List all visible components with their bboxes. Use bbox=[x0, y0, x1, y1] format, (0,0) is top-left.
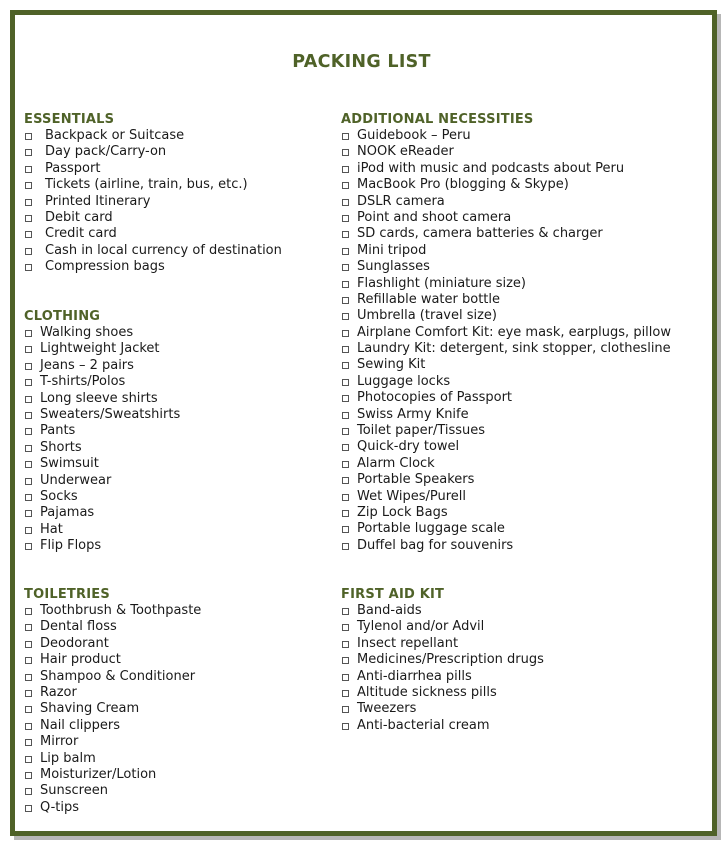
list-item bbox=[341, 194, 534, 210]
checkbox-icon[interactable] bbox=[25, 445, 32, 452]
item-label: Alarm Clock bbox=[357, 455, 435, 471]
list-item bbox=[24, 259, 165, 275]
list-item bbox=[24, 636, 110, 652]
item-label: Cash in local currency of destination bbox=[45, 242, 282, 258]
list-item bbox=[341, 603, 444, 619]
section-heading: ESSENTIALS bbox=[24, 112, 115, 127]
checkbox-icon[interactable] bbox=[25, 363, 32, 370]
item-label: Guidebook – Peru bbox=[357, 128, 471, 143]
list-item bbox=[24, 325, 134, 341]
list-item bbox=[24, 489, 100, 505]
checkbox-icon[interactable] bbox=[25, 657, 32, 664]
list-item bbox=[341, 160, 625, 177]
item-label: Luggage locks bbox=[357, 373, 451, 389]
item-label: Tweezers bbox=[357, 701, 417, 717]
item-label: Medicines/Prescription drugs bbox=[357, 652, 544, 668]
checkbox-icon[interactable] bbox=[25, 608, 32, 615]
item-label: Walking shoes bbox=[40, 325, 134, 340]
item-label: Lightweight Jacket bbox=[40, 341, 160, 357]
section-heading: CLOTHING bbox=[24, 309, 101, 324]
list-item bbox=[24, 456, 100, 472]
item-label: NOOK eReader bbox=[357, 144, 454, 160]
list-item bbox=[341, 489, 534, 505]
list-item bbox=[341, 128, 534, 144]
checkbox-icon[interactable] bbox=[342, 690, 349, 697]
list-item bbox=[24, 210, 114, 226]
list-item bbox=[341, 210, 534, 226]
item-label: Hat bbox=[40, 521, 63, 537]
list-item bbox=[24, 800, 110, 816]
section-essentials bbox=[24, 112, 282, 276]
checkbox-icon[interactable] bbox=[25, 723, 32, 730]
list-item bbox=[24, 505, 100, 521]
list-item bbox=[341, 308, 534, 324]
list-item bbox=[341, 276, 534, 292]
checkbox-icon[interactable] bbox=[342, 362, 349, 369]
checkbox-icon[interactable] bbox=[342, 166, 349, 173]
list-item bbox=[24, 341, 160, 357]
checkbox-icon[interactable] bbox=[25, 428, 32, 435]
checkbox-icon[interactable] bbox=[342, 412, 349, 419]
list-item bbox=[341, 243, 534, 259]
item-list bbox=[24, 128, 282, 276]
item-label: T-shirts/Polos bbox=[40, 374, 126, 390]
item-label: Credit card bbox=[45, 226, 117, 242]
checkbox-icon[interactable] bbox=[342, 379, 349, 386]
list-item bbox=[24, 374, 126, 390]
item-label: Debit card bbox=[45, 209, 113, 225]
checkbox-icon[interactable] bbox=[25, 756, 32, 763]
item-label: Anti-diarrhea pills bbox=[357, 668, 472, 684]
checkbox-icon[interactable] bbox=[342, 149, 349, 156]
list-item bbox=[24, 472, 112, 489]
list-item bbox=[341, 144, 534, 160]
item-label: Hair product bbox=[40, 652, 121, 668]
list-item bbox=[341, 390, 534, 406]
list-item bbox=[24, 685, 110, 701]
item-label: Lip balm bbox=[40, 750, 96, 766]
list-item bbox=[24, 538, 100, 554]
checkbox-icon[interactable] bbox=[342, 231, 349, 238]
item-label: Sewing Kit bbox=[357, 357, 426, 373]
list-item bbox=[341, 292, 534, 308]
item-label: Deodorant bbox=[40, 635, 109, 651]
item-label: Mini tripod bbox=[357, 242, 427, 258]
checkbox-icon[interactable] bbox=[25, 412, 32, 419]
list-item bbox=[24, 357, 134, 374]
item-list bbox=[24, 603, 202, 816]
list-item bbox=[341, 668, 472, 685]
list-item bbox=[24, 161, 114, 177]
checkbox-icon[interactable] bbox=[25, 674, 32, 681]
list-item bbox=[341, 439, 534, 455]
list-item bbox=[341, 652, 544, 668]
list-item bbox=[341, 538, 534, 554]
list-item bbox=[24, 717, 121, 734]
item-label: Shaving Cream bbox=[40, 701, 140, 717]
section-clothing bbox=[24, 309, 181, 554]
checkbox-icon[interactable] bbox=[25, 706, 32, 713]
checkbox-icon[interactable] bbox=[342, 641, 349, 648]
list-item bbox=[341, 701, 444, 717]
checkbox-icon[interactable] bbox=[342, 199, 349, 206]
item-label: Backpack or Suitcase bbox=[45, 128, 185, 143]
checkbox-icon[interactable] bbox=[25, 231, 32, 238]
item-label: Insect repellant bbox=[357, 635, 459, 651]
list-item bbox=[24, 783, 110, 799]
section-heading: ADDITIONAL NECESSITIES bbox=[341, 112, 534, 127]
list-item bbox=[341, 226, 603, 242]
item-label: DSLR camera bbox=[357, 193, 445, 209]
checkbox-icon[interactable] bbox=[342, 248, 349, 255]
item-list bbox=[24, 325, 181, 554]
item-label: MacBook Pro (blogging & Skype) bbox=[357, 177, 569, 193]
checkbox-icon[interactable] bbox=[342, 330, 349, 337]
section-toiletries bbox=[24, 587, 202, 816]
list-item bbox=[341, 357, 534, 373]
item-label: Flashlight (miniature size) bbox=[357, 275, 526, 291]
list-item bbox=[24, 701, 140, 717]
item-list bbox=[341, 128, 671, 554]
item-label: Toothbrush & Toothpaste bbox=[40, 603, 202, 618]
item-label: Tylenol and/or Advil bbox=[357, 619, 485, 635]
item-label: Mirror bbox=[40, 734, 79, 750]
list-item bbox=[341, 407, 534, 423]
list-item bbox=[24, 193, 151, 210]
item-label: Shampoo & Conditioner bbox=[40, 668, 196, 684]
list-item bbox=[24, 734, 110, 750]
checkbox-icon[interactable] bbox=[25, 264, 32, 271]
list-item bbox=[24, 406, 181, 423]
item-label: Sunglasses bbox=[357, 259, 430, 275]
checkbox-icon[interactable] bbox=[342, 182, 349, 189]
item-label: Sweaters/Sweatshirts bbox=[40, 406, 181, 422]
checkbox-icon[interactable] bbox=[342, 608, 349, 615]
checkbox-icon[interactable] bbox=[25, 461, 32, 468]
checkbox-icon[interactable] bbox=[25, 527, 32, 534]
item-label: Quick-dry towel bbox=[357, 439, 460, 455]
item-label: Day pack/Carry-on bbox=[45, 144, 167, 160]
list-item bbox=[24, 652, 121, 668]
checkbox-icon[interactable] bbox=[342, 428, 349, 435]
item-label: Compression bags bbox=[45, 259, 165, 275]
checkbox-icon[interactable] bbox=[25, 199, 32, 206]
item-label: Umbrella (travel size) bbox=[357, 308, 498, 324]
checkbox-icon[interactable] bbox=[25, 396, 32, 403]
list-item bbox=[341, 619, 485, 635]
item-label: Q-tips bbox=[40, 799, 80, 815]
checkbox-icon[interactable] bbox=[25, 641, 32, 648]
item-label: Moisturizer/Lotion bbox=[40, 766, 157, 782]
checkbox-icon[interactable] bbox=[342, 674, 349, 681]
checkbox-icon[interactable] bbox=[25, 346, 32, 353]
item-label: Zip Lock Bags bbox=[357, 504, 448, 520]
item-label: Dental floss bbox=[40, 619, 117, 635]
checkbox-icon[interactable] bbox=[25, 510, 32, 517]
item-label: Anti-bacterial cream bbox=[357, 717, 490, 733]
list-item bbox=[341, 374, 534, 390]
list-item bbox=[24, 766, 157, 783]
checkbox-icon[interactable] bbox=[342, 494, 349, 501]
list-item bbox=[341, 472, 534, 488]
list-item bbox=[24, 177, 248, 193]
checkbox-icon[interactable] bbox=[342, 526, 349, 533]
checkbox-icon[interactable] bbox=[25, 805, 32, 812]
item-label: Swiss Army Knife bbox=[357, 406, 469, 422]
section-first-aid-kit bbox=[341, 587, 544, 734]
item-label: Shorts bbox=[40, 439, 82, 455]
checkbox-icon[interactable] bbox=[342, 395, 349, 402]
checkbox-icon[interactable] bbox=[342, 264, 349, 271]
list-item bbox=[341, 717, 490, 734]
list-item bbox=[24, 619, 117, 635]
page-title: PACKING LIST bbox=[292, 52, 431, 72]
checkbox-icon[interactable] bbox=[25, 772, 32, 779]
list-item bbox=[24, 423, 100, 439]
item-label: Portable luggage scale bbox=[357, 521, 505, 537]
list-item bbox=[24, 522, 100, 538]
item-label: Point and shoot camera bbox=[357, 209, 512, 225]
list-item bbox=[341, 259, 534, 275]
item-label: Refillable water bottle bbox=[357, 291, 500, 307]
checkbox-icon[interactable] bbox=[342, 706, 349, 713]
checkbox-icon[interactable] bbox=[25, 478, 32, 485]
section-heading: FIRST AID KIT bbox=[341, 587, 445, 602]
list-item bbox=[341, 324, 671, 341]
checkbox-icon[interactable] bbox=[342, 281, 349, 288]
list-item bbox=[24, 144, 167, 160]
list-item bbox=[24, 390, 158, 407]
checkbox-icon[interactable] bbox=[25, 215, 32, 222]
item-label: Duffel bag for souvenirs bbox=[357, 537, 514, 553]
item-list bbox=[341, 603, 544, 734]
item-label: Nail clippers bbox=[40, 717, 121, 733]
list-item bbox=[341, 423, 534, 439]
list-item bbox=[24, 226, 117, 242]
item-label: Tickets (airline, train, bus, etc.) bbox=[45, 177, 248, 193]
item-label: Flip Flops bbox=[40, 538, 102, 554]
checkbox-icon[interactable] bbox=[342, 297, 349, 304]
item-label: Photocopies of Passport bbox=[357, 390, 513, 406]
item-label: Underwear bbox=[40, 472, 112, 488]
list-item bbox=[341, 521, 534, 537]
checkbox-icon[interactable] bbox=[25, 379, 32, 386]
checkbox-icon[interactable] bbox=[342, 723, 349, 730]
checkbox-icon[interactable] bbox=[342, 510, 349, 517]
item-label: Band-aids bbox=[357, 603, 422, 618]
checkbox-icon[interactable] bbox=[342, 215, 349, 222]
checkbox-icon[interactable] bbox=[25, 248, 32, 255]
item-label: Pants bbox=[40, 423, 76, 439]
checkbox-icon[interactable] bbox=[25, 788, 32, 795]
checkbox-icon[interactable] bbox=[25, 739, 32, 746]
checkbox-icon[interactable] bbox=[25, 133, 32, 140]
checkbox-icon[interactable] bbox=[25, 149, 32, 156]
list-item bbox=[24, 668, 196, 685]
checkbox-icon[interactable] bbox=[25, 330, 32, 337]
checkbox-icon[interactable] bbox=[342, 624, 349, 631]
item-label: Jeans – 2 pairs bbox=[40, 357, 134, 373]
item-label: SD cards, camera batteries & charger bbox=[357, 226, 603, 242]
item-label: Portable Speakers bbox=[357, 472, 475, 488]
checkbox-icon[interactable] bbox=[342, 133, 349, 140]
item-label: Printed Itinerary bbox=[45, 193, 151, 209]
item-label: Altitude sickness pills bbox=[357, 684, 497, 700]
section-heading: TOILETRIES bbox=[24, 587, 110, 602]
checkbox-icon[interactable] bbox=[25, 494, 32, 501]
list-item bbox=[341, 635, 459, 652]
list-item bbox=[24, 242, 282, 259]
list-item bbox=[341, 177, 569, 193]
item-label: Toilet paper/Tissues bbox=[357, 423, 486, 439]
item-label: Laundry Kit: detergent, sink stopper, clothesline bbox=[357, 341, 671, 357]
checkbox-icon[interactable] bbox=[342, 461, 349, 468]
section-additional-necessities bbox=[341, 112, 671, 554]
checkbox-icon[interactable] bbox=[25, 182, 32, 189]
checkbox-icon[interactable] bbox=[25, 690, 32, 697]
checkbox-icon[interactable] bbox=[25, 543, 32, 550]
list-item bbox=[24, 751, 110, 767]
checkbox-icon[interactable] bbox=[342, 657, 349, 664]
list-item bbox=[24, 603, 202, 619]
list-item bbox=[341, 505, 534, 521]
checkbox-icon[interactable] bbox=[342, 477, 349, 484]
checkbox-icon[interactable] bbox=[342, 313, 349, 320]
item-label: Sunscreen bbox=[40, 783, 108, 799]
list-item bbox=[24, 440, 100, 456]
list-item bbox=[341, 456, 534, 472]
item-label: Airplane Comfort Kit: eye mask, earplugs, pillow bbox=[357, 324, 671, 340]
checkbox-icon[interactable] bbox=[342, 346, 349, 353]
checkbox-icon[interactable] bbox=[25, 624, 32, 631]
item-label: iPod with music and podcasts about Peru bbox=[357, 160, 625, 176]
checkbox-icon[interactable] bbox=[342, 543, 349, 550]
list-item bbox=[24, 128, 185, 144]
item-label: Long sleeve shirts bbox=[40, 390, 158, 406]
checkbox-icon[interactable] bbox=[342, 444, 349, 451]
list-item bbox=[341, 341, 671, 357]
list-item bbox=[341, 684, 497, 701]
item-label: Wet Wipes/Purell bbox=[357, 488, 467, 504]
checkbox-icon[interactable] bbox=[25, 166, 32, 173]
item-label: Razor bbox=[40, 684, 77, 700]
item-label: Passport bbox=[45, 160, 101, 176]
item-label: Pajamas bbox=[40, 505, 95, 521]
item-label: Socks bbox=[40, 488, 78, 504]
item-label: Swimsuit bbox=[40, 456, 99, 472]
